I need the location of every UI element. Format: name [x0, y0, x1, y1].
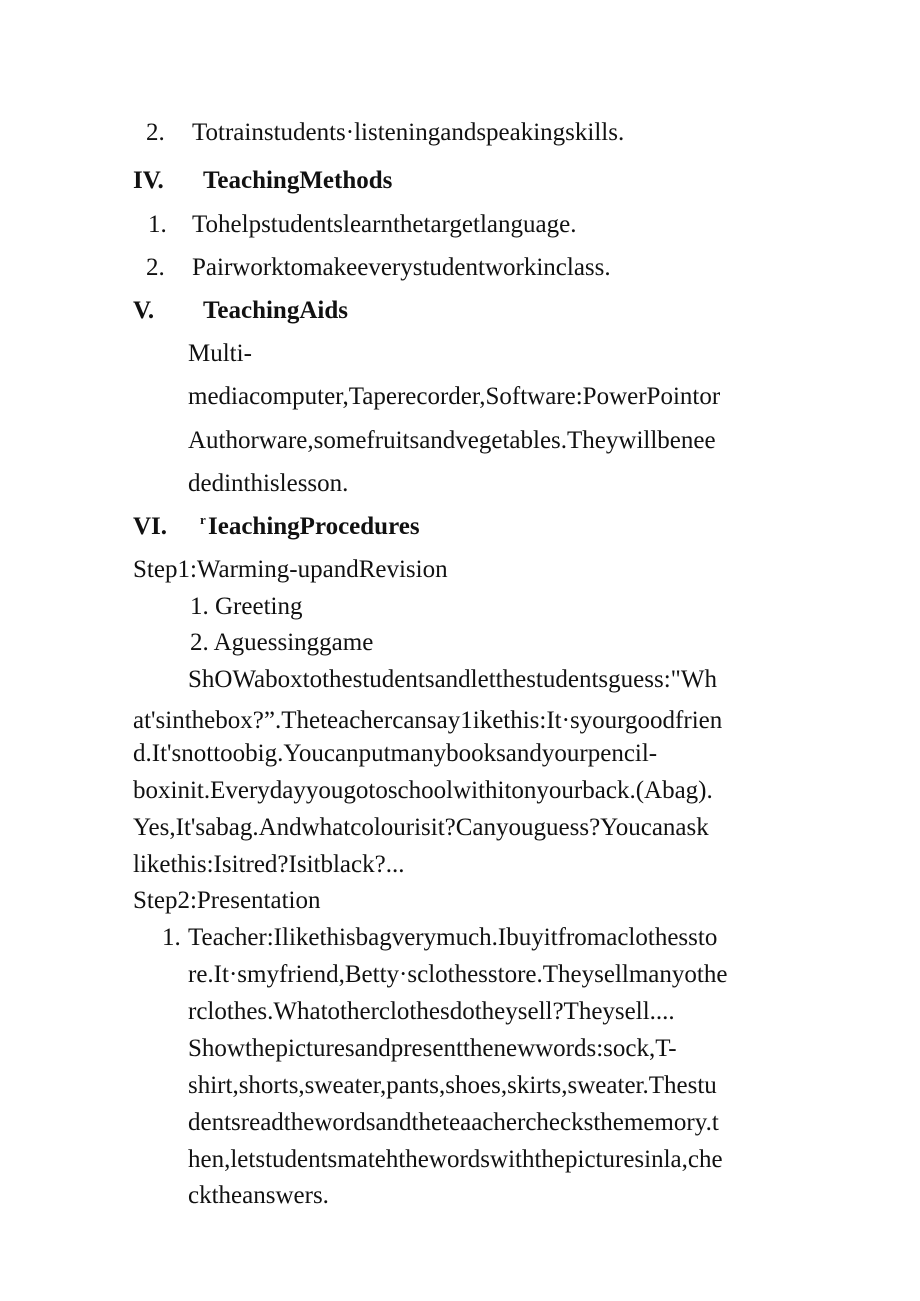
step2-item-line: rclothes.Whatotherclothesdotheysell?Theysell.... [188, 998, 675, 1025]
objective-item-2 [146, 119, 625, 146]
step2-item-line: hen,letstudentsmatehthewordswiththepicturesinla,che [188, 1146, 723, 1173]
step2-heading: Step2:Presentation [133, 887, 321, 914]
step2-item-line: shirt,shorts,sweater,pants,shoes,skirts,sweater.Thestu [188, 1072, 717, 1099]
section-title: IeachingProcedures [208, 513, 420, 540]
aids-text-line: mediacomputer,Taperecorder,Software:PowerPointor [188, 383, 721, 410]
list-text: Pairworktomakeeverystudentworkinclass. [192, 254, 611, 281]
step1-paragraph-line: likethis:Isitred?Isitblack?... [133, 851, 405, 878]
step2-item-line: Showthepicturesandpresentthenewwords:sock,T- [188, 1035, 677, 1062]
step2-item-line: dentsreadthewordsandtheteaacherchecksthememory.t [188, 1109, 719, 1136]
aids-text-line: Authorware,somefruitsandvegetables.Theywillbenee [188, 427, 716, 454]
list-number: 1. [148, 211, 167, 238]
section-heading-teaching-procedures [133, 512, 420, 540]
list-number: 2. [146, 254, 165, 281]
step1-paragraph-line: at'sinthebox?”.Theteachercansay1ikethis:It·syourgoodfrien [133, 707, 723, 734]
section-numeral: VI. [133, 513, 168, 540]
step2-item-line: Teacher:Ilikethisbagverymuch.Ibuyitfromaclothessto [188, 924, 718, 951]
section-heading-teaching-aids [133, 297, 348, 324]
list-number: 2. [146, 119, 165, 146]
step1-item-greeting: 1. Greeting [190, 593, 303, 620]
step2-item-line: re.It·smyfriend,Betty·sclothesstore.Theysellmanyothe [188, 961, 728, 988]
section-title: TeachingMethods [203, 167, 393, 194]
step1-heading: Step1:Warming-upandRevision [133, 556, 448, 583]
step1-paragraph-line: d.It'snottoobig.Youcanputmanybooksandyourpencil- [133, 740, 658, 767]
methods-item-2 [146, 254, 611, 281]
list-text: Totrainstudents·listeningandspeakingskills. [192, 119, 625, 146]
aids-text-line: Multi- [188, 340, 252, 367]
step2-item-number: 1. [162, 924, 181, 951]
section-numeral: IV. [133, 167, 164, 194]
step1-paragraph-line: Yes,It'sabag.Andwhatcolourisit?Canyouguess?Youcanask [133, 814, 709, 841]
step1-paragraph-line: boxinit.Everydayyougotoschoolwithitonyourback.(Abag). [133, 777, 713, 804]
title-prefix-mark: r [200, 512, 206, 527]
aids-text-line: dedinthislesson. [188, 470, 349, 497]
step1-item-guessing-game: 2. Aguessinggame [190, 629, 374, 656]
section-numeral: V. [133, 297, 155, 324]
list-text: Tohelpstudentslearnthetargetlanguage. [192, 211, 577, 238]
step2-item-line: cktheanswers. [188, 1182, 329, 1209]
methods-item-1 [148, 211, 577, 238]
section-heading-teaching-methods [133, 167, 393, 194]
section-title: TeachingAids [203, 297, 348, 324]
step1-paragraph-line: ShOWaboxtothestudentsandletthestudentsguess:"Wh [188, 666, 717, 693]
